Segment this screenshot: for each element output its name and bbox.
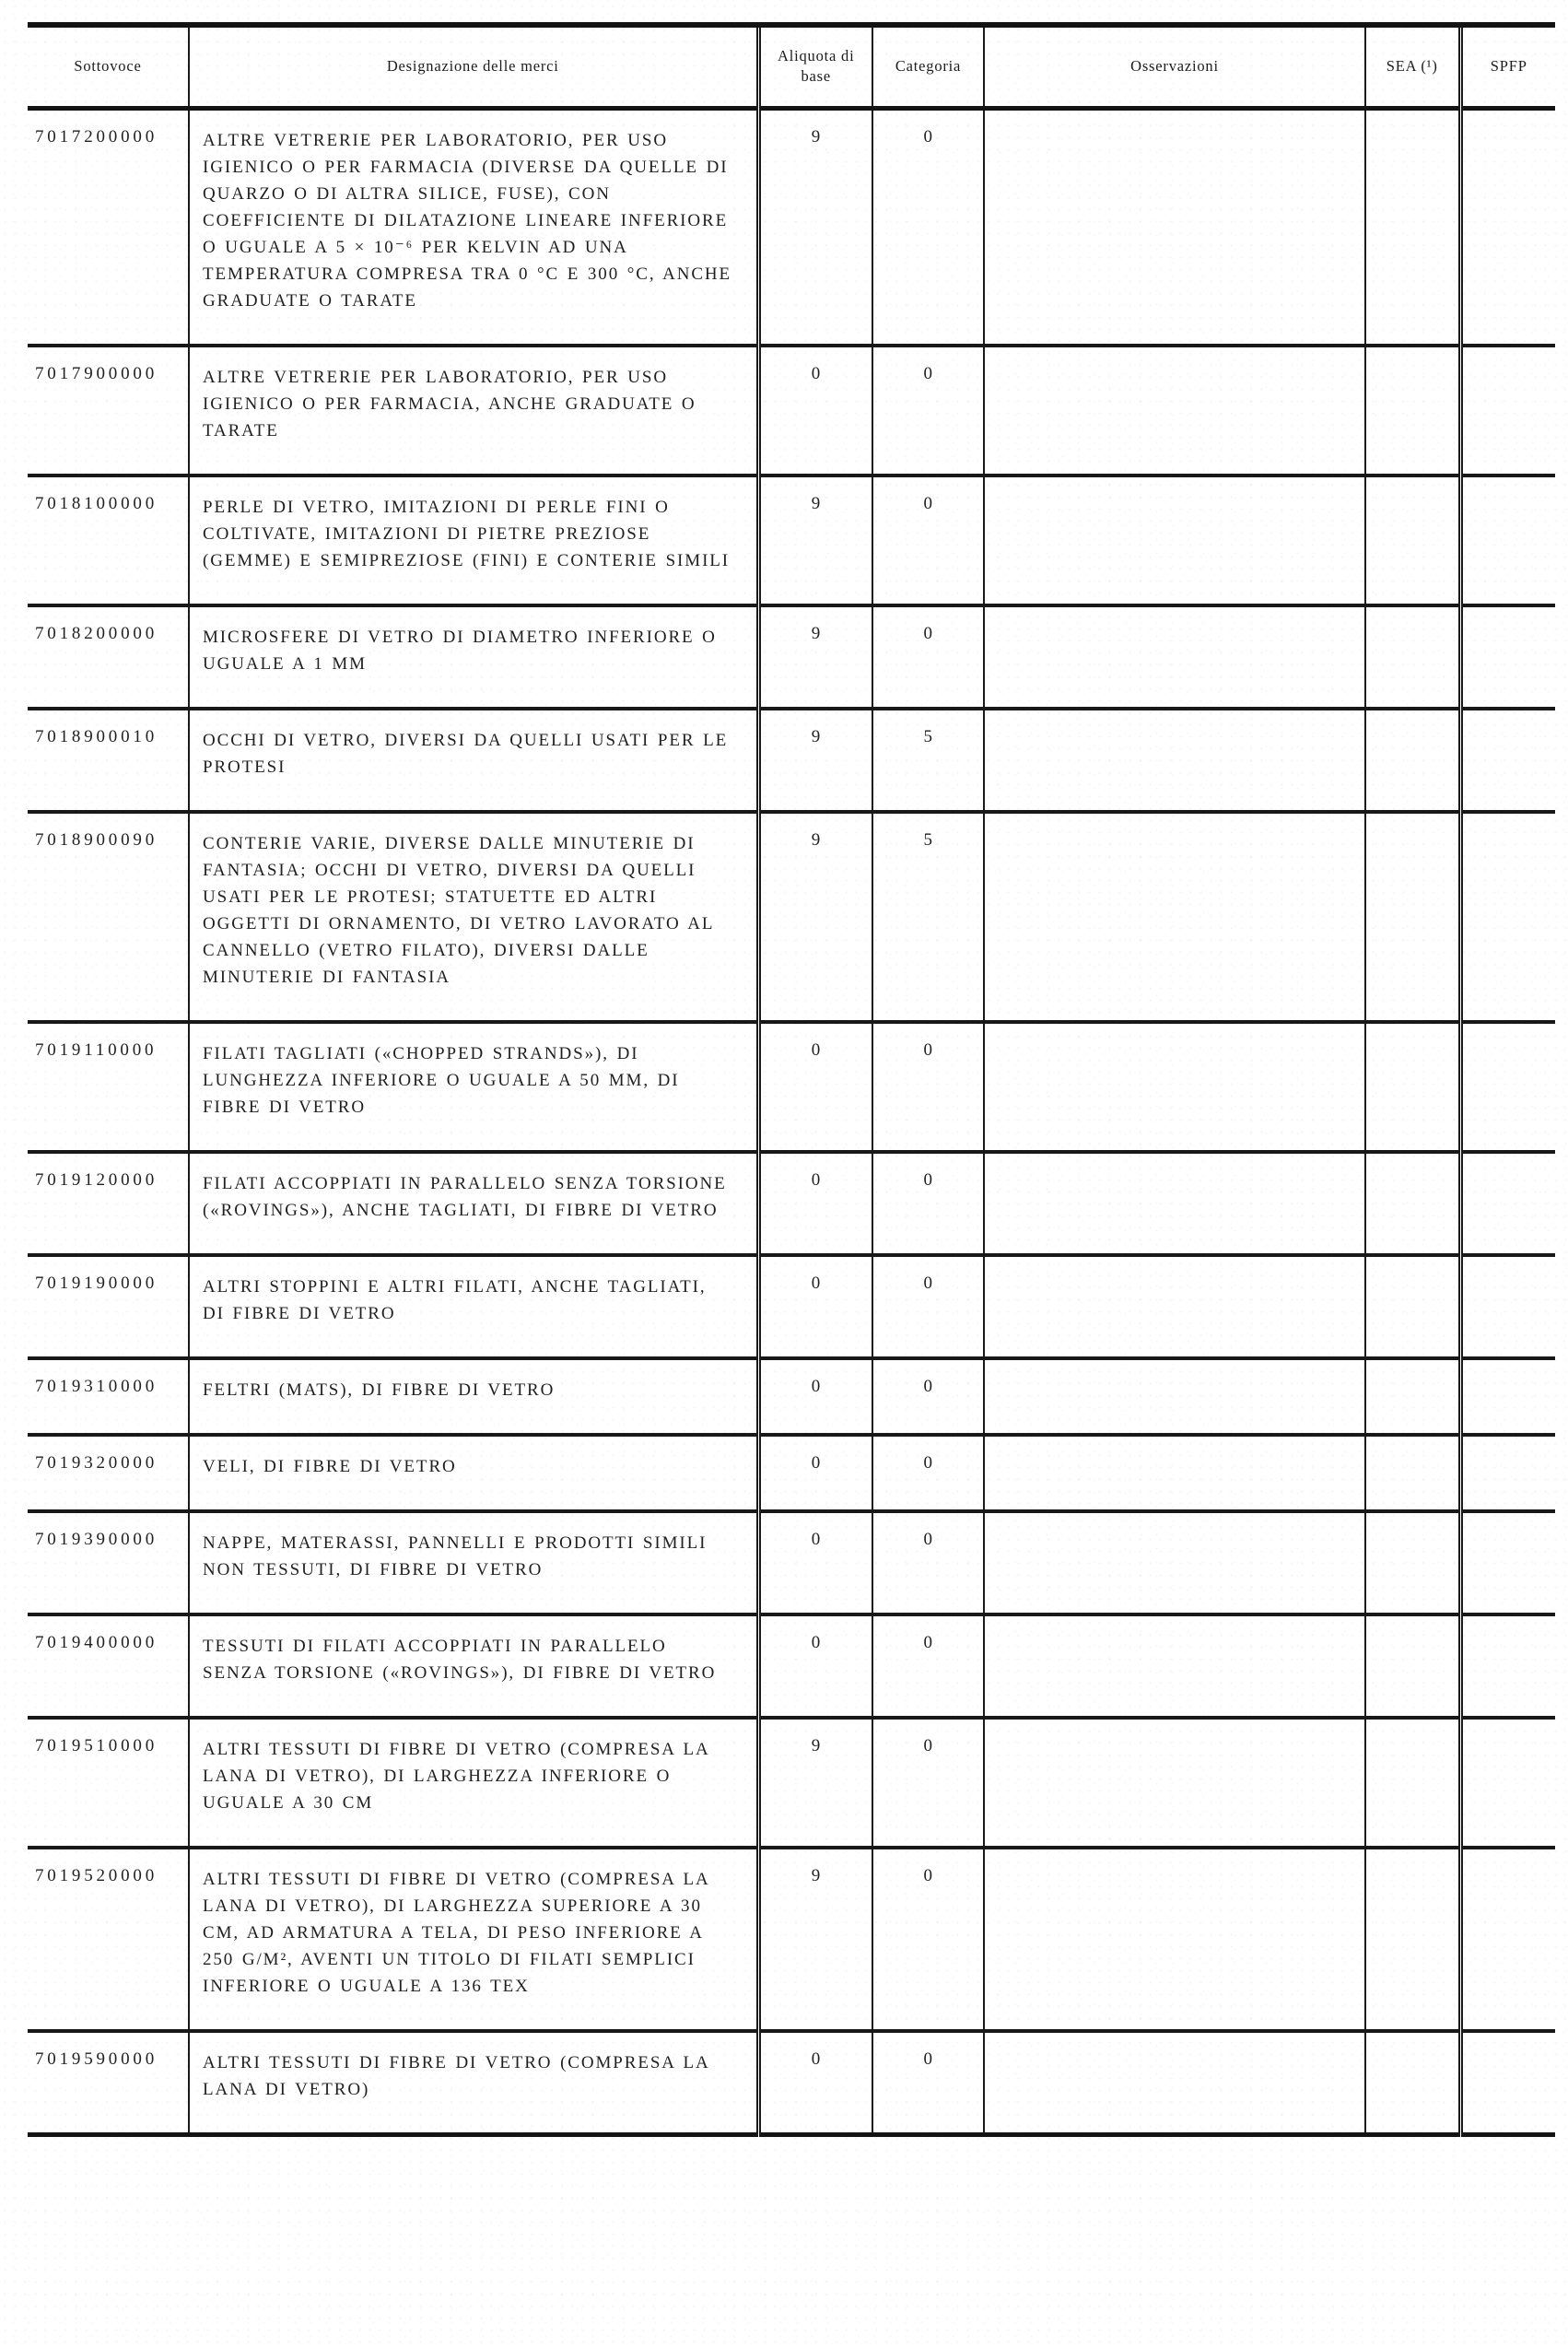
col-header-spfp: SPFP [1490, 57, 1527, 76]
description-cell: VELI, DI FIBRE DI VETRO [189, 1435, 758, 1511]
sottovoce-cell: 7018200000 [28, 605, 189, 709]
sottovoce-cell: 7019190000 [28, 1255, 189, 1358]
categoria-cell: 0 [872, 1848, 984, 2031]
categoria-cell: 0 [872, 475, 984, 605]
aliquota-cell: 9 [758, 108, 872, 346]
sea-cell [1365, 1152, 1460, 1255]
spfp-cell [1460, 108, 1555, 346]
table-row [28, 475, 1555, 605]
sottovoce-cell: 7019110000 [28, 1022, 189, 1152]
sea-cell [1365, 605, 1460, 709]
categoria-cell: 0 [872, 346, 984, 475]
categoria-cell: 0 [872, 1435, 984, 1511]
aliquota-cell: 0 [758, 346, 872, 475]
table-row [28, 1255, 1555, 1358]
description-cell: CONTERIE VARIE, DIVERSE DALLE MINUTERIE DI FANTASIA; OCCHI DI VETRO, DIVERSI DA QUELLI USATI PER LE PROTESI; STATUETTE ED ALTRI OGGETTI DI ORNAMENTO, DI VETRO LAVORATO AL CANNELLO (VETRO FILATO), DIVERSI DALLE MINUTERIE DI FANTASIA [189, 812, 758, 1022]
sottovoce-cell: 7017200000 [28, 108, 189, 346]
osservazioni-cell [984, 812, 1365, 1022]
spfp-cell [1460, 1511, 1555, 1614]
description-cell: ALTRE VETRERIE PER LABORATORIO, PER USO IGIENICO O PER FARMACIA, ANCHE GRADUATE O TARATE [189, 346, 758, 475]
spfp-cell [1460, 346, 1555, 475]
spfp-cell [1460, 1152, 1555, 1255]
table-row [28, 1435, 1555, 1511]
sottovoce-cell: 7019120000 [28, 1152, 189, 1255]
categoria-cell: 0 [872, 108, 984, 346]
col-header-sea: SEA (¹) [1365, 25, 1460, 108]
aliquota-cell: 9 [758, 475, 872, 605]
table-row [28, 1848, 1555, 2031]
tariff-table [28, 22, 1555, 2137]
categoria-cell: 0 [872, 2031, 984, 2135]
table-row [28, 1358, 1555, 1435]
description-cell: ALTRI TESSUTI DI FIBRE DI VETRO (COMPRESA LA LANA DI VETRO), DI LARGHEZZA INFERIORE O UGUALE A 30 CM [189, 1718, 758, 1848]
spfp-cell [1460, 812, 1555, 1022]
sea-cell [1365, 812, 1460, 1022]
sea-cell [1365, 2031, 1460, 2135]
col-header-osservazioni: Osservazioni [984, 25, 1365, 108]
sottovoce-cell: 7019390000 [28, 1511, 189, 1614]
categoria-cell: 0 [872, 605, 984, 709]
categoria-cell: 0 [872, 1358, 984, 1435]
aliquota-cell: 0 [758, 2031, 872, 2135]
col-header-aliquota: Aliquota di base [758, 25, 872, 108]
osservazioni-cell [984, 605, 1365, 709]
sea-cell [1365, 709, 1460, 812]
osservazioni-cell [984, 2031, 1365, 2135]
categoria-cell: 5 [872, 709, 984, 812]
sottovoce-cell: 7018900090 [28, 812, 189, 1022]
table-body [28, 108, 1555, 2134]
description-cell: PERLE DI VETRO, IMITAZIONI DI PERLE FINI O COLTIVATE, IMITAZIONI DI PIETRE PREZIOSE (GEMME) E SEMIPREZIOSE (FINI) E CONTERIE SIMILI [189, 475, 758, 605]
sea-cell [1365, 1358, 1460, 1435]
sea-cell [1365, 1435, 1460, 1511]
description-cell: FELTRI (MATS), DI FIBRE DI VETRO [189, 1358, 758, 1435]
spfp-cell [1460, 1022, 1555, 1152]
table-row [28, 1022, 1555, 1152]
osservazioni-cell [984, 1718, 1365, 1848]
table-row [28, 1152, 1555, 1255]
aliquota-cell: 9 [758, 709, 872, 812]
aliquota-cell: 9 [758, 1848, 872, 2031]
spfp-cell [1460, 1848, 1555, 2031]
sottovoce-cell: 7019520000 [28, 1848, 189, 2031]
sea-cell [1365, 346, 1460, 475]
sottovoce-cell: 7018900010 [28, 709, 189, 812]
osservazioni-cell [984, 1358, 1365, 1435]
table-row [28, 709, 1555, 812]
sottovoce-cell: 7019590000 [28, 2031, 189, 2135]
osservazioni-cell [984, 1435, 1365, 1511]
sea-cell [1365, 1255, 1460, 1358]
spfp-cell [1460, 1614, 1555, 1718]
aliquota-cell: 0 [758, 1511, 872, 1614]
sea-cell [1365, 1848, 1460, 2031]
aliquota-cell: 0 [758, 1358, 872, 1435]
aliquota-cell: 0 [758, 1435, 872, 1511]
sea-cell [1365, 1022, 1460, 1152]
osservazioni-cell [984, 709, 1365, 812]
osservazioni-cell [984, 1614, 1365, 1718]
categoria-cell: 0 [872, 1022, 984, 1152]
sottovoce-cell: 7019310000 [28, 1358, 189, 1435]
col-header-designazione: Designazione delle merci [189, 25, 758, 108]
spfp-cell [1460, 605, 1555, 709]
description-cell: MICROSFERE DI VETRO DI DIAMETRO INFERIORE O UGUALE A 1 MM [189, 605, 758, 709]
description-cell: FILATI ACCOPPIATI IN PARALLELO SENZA TORSIONE («ROVINGS»), ANCHE TAGLIATI, DI FIBRE DI VETRO [189, 1152, 758, 1255]
table-row [28, 1511, 1555, 1614]
categoria-cell: 0 [872, 1718, 984, 1848]
sea-cell [1365, 1614, 1460, 1718]
spfp-cell [1460, 1255, 1555, 1358]
osservazioni-cell [984, 1255, 1365, 1358]
categoria-cell: 0 [872, 1511, 984, 1614]
aliquota-cell: 9 [758, 1718, 872, 1848]
osservazioni-cell [984, 1022, 1365, 1152]
aliquota-cell: 9 [758, 812, 872, 1022]
description-cell: ALTRE VETRERIE PER LABORATORIO, PER USO IGIENICO O PER FARMACIA (DIVERSE DA QUELLE DI QUARZO O DI ALTRA SILICE, FUSE), CON COEFFICIENTE DI DILATAZIONE LINEARE INFERIORE O UGUALE A 5 × 10⁻⁶ PER KELVIN AD UNA TEMPERATURA COMPRESA TRA 0 °C E 300 °C, ANCHE GRADUATE O TARATE [189, 108, 758, 346]
table-row [28, 108, 1555, 346]
sottovoce-cell: 7019320000 [28, 1435, 189, 1511]
osservazioni-cell [984, 108, 1365, 346]
table-row [28, 812, 1555, 1022]
description-cell: ALTRI TESSUTI DI FIBRE DI VETRO (COMPRESA LA LANA DI VETRO), DI LARGHEZZA SUPERIORE A 30 CM, AD ARMATURA A TELA, DI PESO INFERIORE A 250 G/M², AVENTI UN TITOLO DI FILATI SEMPLICI INFERIORE O UGUALE A 136 TEX [189, 1848, 758, 2031]
aliquota-cell: 0 [758, 1255, 872, 1358]
table-row [28, 1614, 1555, 1718]
spfp-cell [1460, 1358, 1555, 1435]
osservazioni-cell [984, 1152, 1365, 1255]
categoria-cell: 5 [872, 812, 984, 1022]
aliquota-cell: 9 [758, 605, 872, 709]
spfp-cell [1460, 709, 1555, 812]
aliquota-cell: 0 [758, 1614, 872, 1718]
sottovoce-cell: 7017900000 [28, 346, 189, 475]
description-cell: ALTRI STOPPINI E ALTRI FILATI, ANCHE TAGLIATI, DI FIBRE DI VETRO [189, 1255, 758, 1358]
description-cell: TESSUTI DI FILATI ACCOPPIATI IN PARALLELO SENZA TORSIONE («ROVINGS»), DI FIBRE DI VETRO [189, 1614, 758, 1718]
table-row [28, 1718, 1555, 1848]
aliquota-cell: 0 [758, 1022, 872, 1152]
aliquota-cell: 0 [758, 1152, 872, 1255]
sottovoce-cell: 7018100000 [28, 475, 189, 605]
sea-cell [1365, 1718, 1460, 1848]
description-cell: FILATI TAGLIATI («CHOPPED STRANDS»), DI LUNGHEZZA INFERIORE O UGUALE A 50 MM, DI FIBRE DI VETRO [189, 1022, 758, 1152]
col-header-sottovoce: Sottovoce [28, 25, 189, 108]
table-row [28, 2031, 1555, 2135]
categoria-cell: 0 [872, 1614, 984, 1718]
spfp-cell [1460, 475, 1555, 605]
osservazioni-cell [984, 1848, 1365, 2031]
sea-cell [1365, 475, 1460, 605]
osservazioni-cell [984, 1511, 1365, 1614]
table-row [28, 346, 1555, 475]
description-cell: ALTRI TESSUTI DI FIBRE DI VETRO (COMPRESA LA LANA DI VETRO) [189, 2031, 758, 2135]
spfp-cell [1460, 1718, 1555, 1848]
col-header-categoria: Categoria [872, 25, 984, 108]
table-header [28, 25, 1555, 108]
sea-cell [1365, 108, 1460, 346]
description-cell: NAPPE, MATERASSI, PANNELLI E PRODOTTI SIMILI NON TESSUTI, DI FIBRE DI VETRO [189, 1511, 758, 1614]
categoria-cell: 0 [872, 1152, 984, 1255]
spfp-cell [1460, 2031, 1555, 2135]
osservazioni-cell [984, 346, 1365, 475]
categoria-cell: 0 [872, 1255, 984, 1358]
description-cell: OCCHI DI VETRO, DIVERSI DA QUELLI USATI PER LE PROTESI [189, 709, 758, 812]
osservazioni-cell [984, 475, 1365, 605]
spfp-cell [1460, 1435, 1555, 1511]
header-row [28, 25, 1555, 108]
table-row [28, 605, 1555, 709]
sottovoce-cell: 7019400000 [28, 1614, 189, 1718]
sea-cell [1365, 1511, 1460, 1614]
sottovoce-cell: 7019510000 [28, 1718, 189, 1848]
